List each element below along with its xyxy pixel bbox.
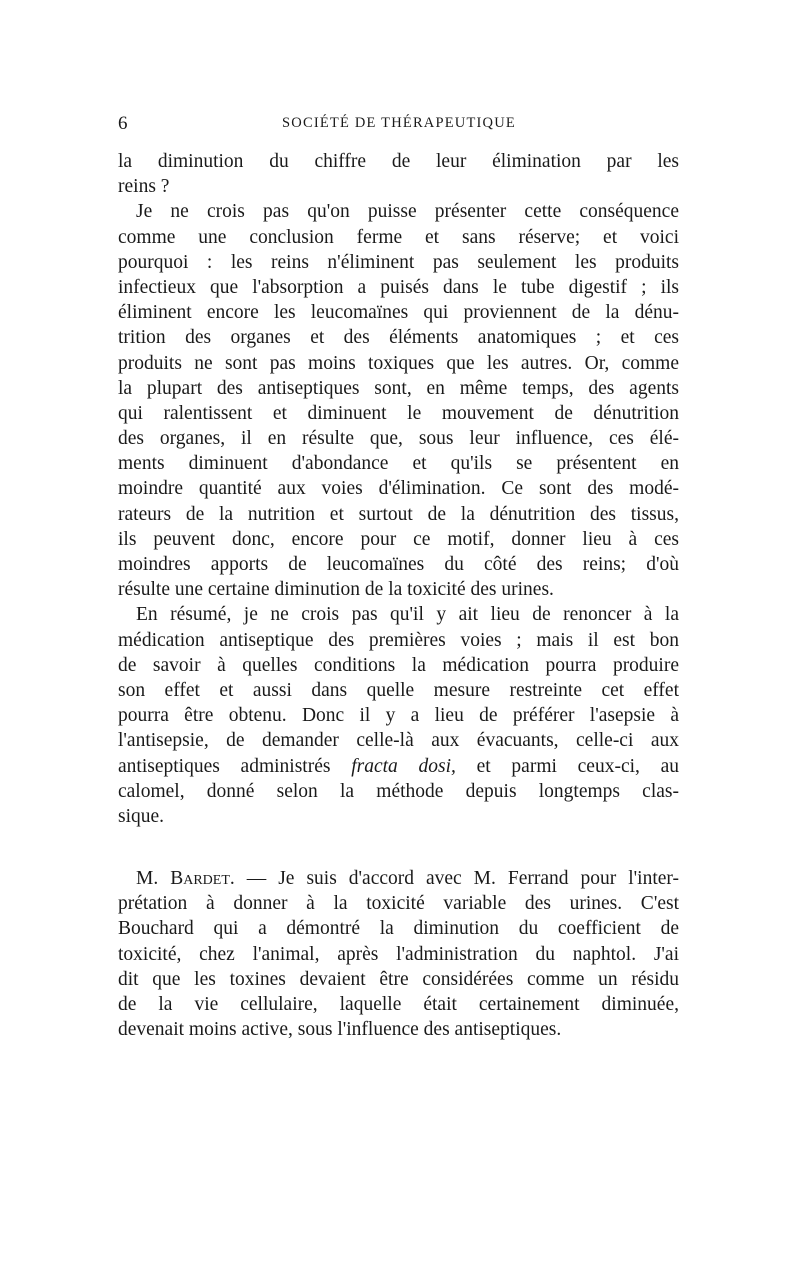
text-line: de la vie cellulaire, laquelle était certainement diminuée,: [118, 994, 679, 1015]
text-segment: et parmi ceux-ci, au: [476, 755, 680, 777]
text-line: moindres apports de leucomaïnes du côté des reins; d'où: [118, 554, 679, 575]
text-line: Je ne crois pas qu'on puisse présenter cette conséquence: [136, 201, 679, 223]
running-title: SOCIÉTÉ DE THÉRAPEUTIQUE: [282, 115, 516, 131]
italic-phrase: fracta dosi,: [351, 755, 456, 777]
paragraph-gap: [118, 829, 679, 866]
text-line: prétation à donner à la toxicité variable des urines. C'est: [118, 893, 679, 915]
text-line: la plupart des antiseptiques sont, en même temps, des agents: [118, 377, 679, 399]
text-line: infectieux que l'absorption a puisés dans le tube digestif ; ils: [118, 276, 679, 298]
speaker-paragraph: [118, 866, 679, 1042]
text-line: résulte une certaine diminution de la toxicité des urines.: [118, 579, 554, 601]
text-line-with-italic: [118, 754, 679, 779]
text-line: des organes, il en résulte que, sous leur influence, ces élé-: [118, 428, 679, 450]
text-line-with-speaker: [118, 866, 679, 891]
text-line: sique.: [118, 805, 165, 827]
text-line: son effet et aussi dans quelle mesure restreinte cet effet: [118, 679, 679, 701]
paragraph: [118, 199, 679, 602]
text-line: moindre quantité aux voies d'élimination. Ce sont des modé-: [118, 478, 679, 500]
text-line: pourra être obtenu. Donc il y a lieu de préférer l'asepsie à: [118, 705, 679, 727]
text-line: devenait moins active, sous l'influence des antiseptiques.: [118, 1019, 562, 1041]
page-number: 6: [118, 113, 128, 134]
text-line: dit que les toxines devaient être considérées comme un résidu: [118, 968, 679, 990]
text-line: produits ne sont pas moins toxiques que les autres. Or, comme: [118, 352, 679, 374]
text-line: de savoir à quelles conditions la médication pourra produire: [118, 654, 679, 676]
text-line: Bouchard qui a démontré la diminution du coefficient de: [118, 918, 679, 940]
text-line: toxicité, chez l'animal, après l'administration du naphtol. J'ai: [118, 943, 679, 965]
paragraph: [118, 602, 679, 829]
text-line: la diminution du chiffre de leur élimination par les: [118, 151, 679, 172]
body-text: [118, 149, 679, 1042]
paragraph-continuation: [118, 149, 679, 199]
text-segment: — Je suis d'accord avec M. Ferrand pour l'inter-: [246, 868, 679, 890]
text-line: En résumé, je ne crois pas qu'il y ait lieu de renoncer à la: [136, 604, 679, 626]
text-line: rateurs de la nutrition et surtout de la dénutrition des tissus,: [118, 503, 679, 525]
text-line: médication antiseptique des premières voies ; mais il est bon: [118, 629, 679, 651]
text-line: pourquoi : les reins n'éliminent pas seulement les produits: [118, 251, 679, 273]
text-line: calomel, donné selon la méthode depuis longtemps clas-: [118, 780, 679, 802]
speaker-name: M. Bardet.: [136, 868, 235, 890]
page-header: [118, 113, 680, 137]
text-line: reins ?: [118, 176, 170, 198]
text-segment: antiseptiques administrés: [118, 755, 331, 777]
text-line: ils peuvent donc, encore pour ce motif, donner lieu à ces: [118, 528, 679, 550]
text-line: trition des organes et des éléments anatomiques ; et ces: [118, 327, 679, 349]
text-line: ments diminuent d'abondance et qu'ils se présentent en: [118, 453, 679, 475]
text-line: comme une conclusion ferme et sans réserve; et voici: [118, 226, 679, 248]
text-line: éliminent encore les leucomaïnes qui proviennent de la dénu-: [118, 302, 679, 324]
text-line: l'antisepsie, de demander celle-là aux évacuants, celle-ci aux: [118, 730, 679, 752]
text-line: qui ralentissent et diminuent le mouvement de dénutrition: [118, 402, 679, 424]
